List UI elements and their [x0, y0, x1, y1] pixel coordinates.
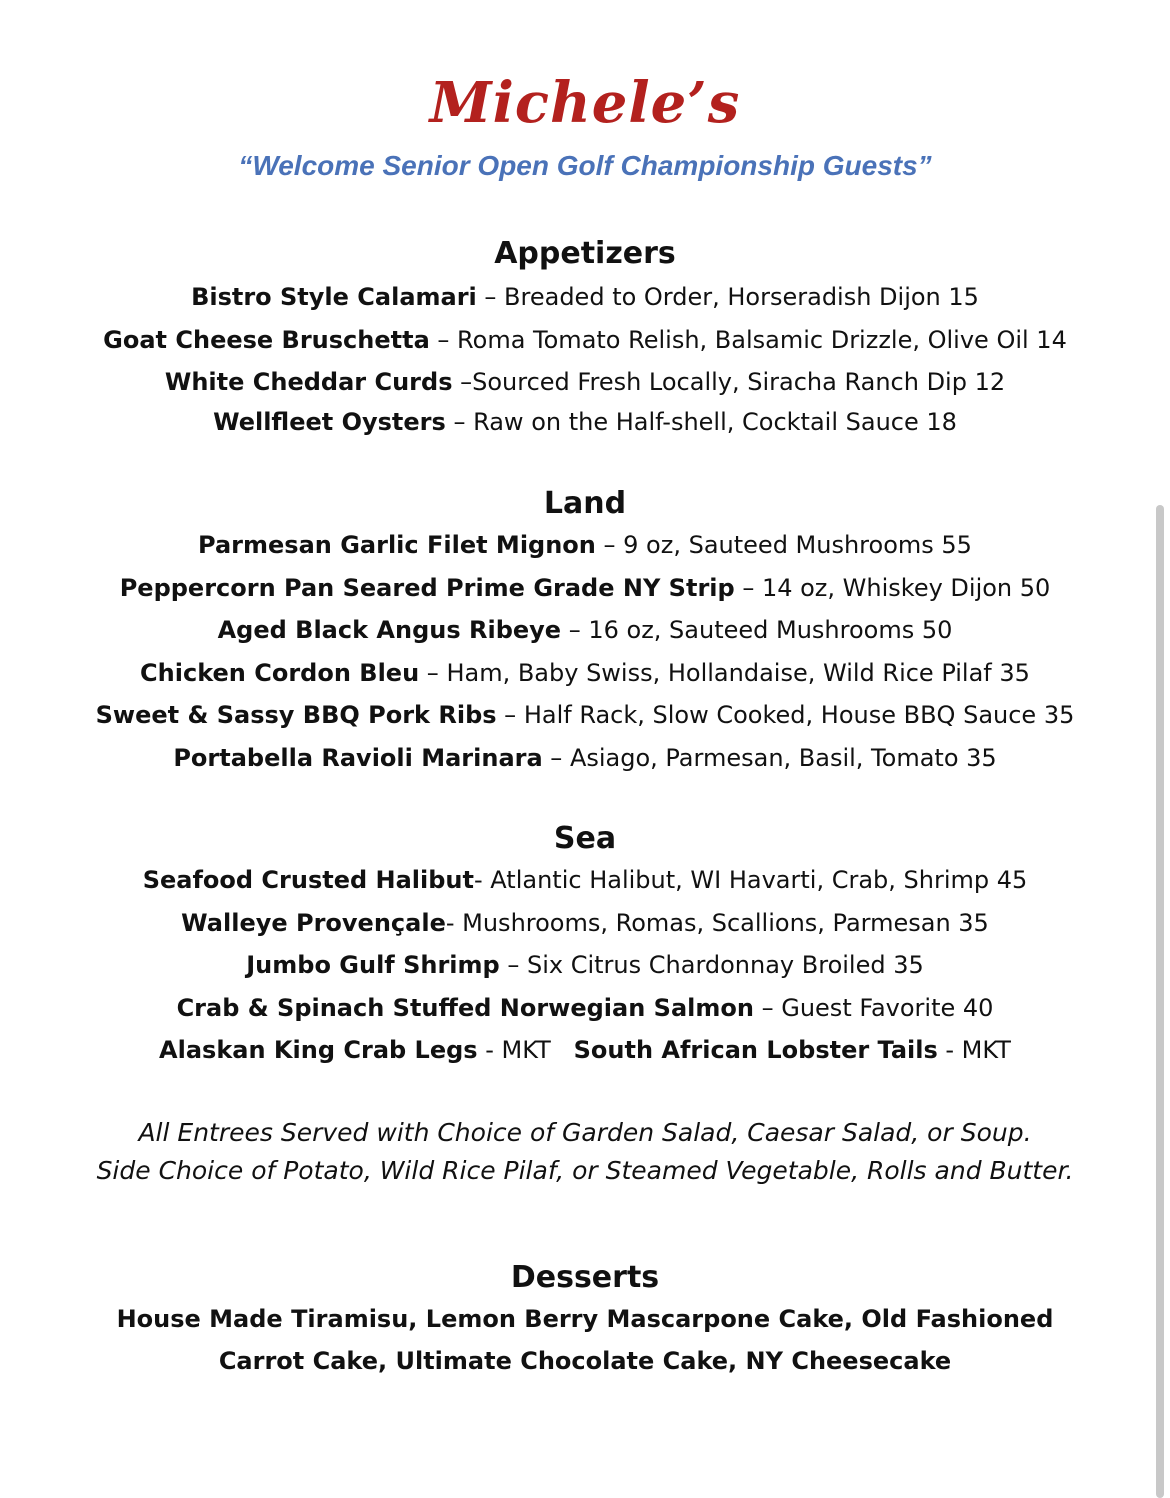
restaurant-name: Michele’s: [429, 70, 741, 136]
note-line: All Entrees Served with Choice of Garden Salad, Caesar Salad, or Soup.: [138, 1118, 1032, 1147]
item-description: 16 oz, Sauteed Mushrooms 50: [588, 616, 953, 644]
item-name: Peppercorn Pan Seared Prime Grade NY Strip: [119, 573, 735, 602]
menu-item: [0, 652, 1170, 695]
appetizers-heading: Appetizers: [494, 236, 676, 271]
item-separator: -: [445, 908, 463, 937]
menu-item: [0, 859, 1170, 902]
item-description: Roma Tomato Relish, Balsamic Drizzle, Olive Oil 14: [457, 325, 1067, 354]
item-separator: –: [419, 658, 447, 687]
menu-item: [0, 987, 1170, 1030]
item-name: Chicken Cordon Bleu: [140, 658, 420, 687]
item-separator: –: [499, 951, 527, 979]
menu-item: [0, 524, 1170, 567]
item-separator: –: [445, 407, 474, 436]
item-name: Portabella Ravioli Marinara: [173, 743, 543, 772]
item-separator: –: [476, 283, 505, 311]
item-description: Guest Favorite 40: [781, 993, 994, 1022]
item-name: Bistro Style Calamari: [191, 283, 477, 311]
entree-notes: [0, 1114, 1170, 1190]
menu-item: [0, 567, 1170, 610]
welcome-tagline: “Welcome Senior Open Golf Championship Guests”: [238, 150, 932, 181]
item-description: Mushrooms, Romas, Scallions, Parmesan 35: [462, 908, 989, 937]
desserts-list: House Made Tiramisu, Lemon Berry Mascarpone Cake, Old Fashioned Carrot Cake, Ultimate Chocolate Cake, NY Cheesecake: [116, 1305, 1054, 1375]
item-description: 9 oz, Sauteed Mushrooms 55: [623, 531, 972, 559]
item-description: Half Rack, Slow Cooked, House BBQ Sauce 35: [523, 701, 1075, 729]
item-separator: –: [429, 325, 458, 354]
item-name: South African Lobster Tails: [573, 1036, 938, 1064]
item-separator: –: [452, 368, 473, 396]
item-separator: –: [753, 993, 782, 1022]
menu-item: [0, 737, 1170, 780]
item-separator: –: [496, 701, 524, 729]
menu-item: [0, 944, 1170, 987]
desserts-heading: Desserts: [510, 1260, 660, 1295]
item-description: Six Citrus Chardonnay Broiled 35: [526, 951, 924, 979]
menu-item: [0, 404, 1170, 440]
item-name: Sweet & Sassy BBQ Pork Ribs: [95, 701, 497, 729]
appetizers-section: [0, 234, 1170, 440]
item-description: Ham, Baby Swiss, Hollandaise, Wild Rice Pilaf 35: [446, 658, 1030, 687]
sea-heading: Sea: [553, 821, 617, 856]
item-description: Sourced Fresh Locally, Siracha Ranch Dip 12: [472, 368, 1006, 396]
menu-item: [0, 694, 1170, 737]
menu-item: [0, 609, 1170, 652]
menu-item: [0, 902, 1170, 945]
item-name: White Cheddar Curds: [164, 368, 453, 396]
note-line: Side Choice of Potato, Wild Rice Pilaf, or Steamed Vegetable, Rolls and Butter.: [96, 1156, 1074, 1185]
item-separator: –: [734, 573, 762, 602]
market-price-row: [0, 1029, 1170, 1072]
item-description: 14 oz, Whiskey Dijon 50: [761, 573, 1051, 602]
item-separator: –: [542, 743, 570, 772]
item-description: Asiago, Parmesan, Basil, Tomato 35: [569, 743, 997, 772]
sea-section: [0, 819, 1170, 1072]
item-name: Seafood Crusted Halibut: [142, 866, 474, 894]
item-description: Raw on the Half-shell, Cocktail Sauce 18: [473, 407, 957, 436]
menu-item: [0, 319, 1170, 362]
item-name: Alaskan King Crab Legs: [159, 1036, 478, 1064]
scrollbar[interactable]: [1156, 505, 1164, 1498]
item-description: Atlantic Halibut, WI Havarti, Crab, Shrimp 45: [490, 866, 1028, 894]
menu-item: [0, 361, 1170, 404]
item-separator: –: [561, 616, 589, 644]
item-description: Breaded to Order, Horseradish Dijon 15: [504, 283, 979, 311]
item-price: - MKT: [937, 1036, 1011, 1064]
item-separator: –: [595, 531, 624, 559]
item-name: Crab & Spinach Stuffed Norwegian Salmon: [176, 993, 754, 1022]
item-name: Goat Cheese Bruschetta: [103, 325, 430, 354]
menu-item: [0, 276, 1170, 319]
desserts-section: [0, 1258, 1170, 1382]
land-section: [0, 484, 1170, 779]
item-name: Walleye Provençale: [181, 908, 446, 937]
item-name: Wellfleet Oysters: [213, 407, 446, 436]
item-separator: -: [474, 866, 491, 894]
item-name: Parmesan Garlic Filet Mignon: [198, 531, 596, 559]
item-name: Jumbo Gulf Shrimp: [246, 951, 500, 979]
item-price: - MKT: [477, 1036, 574, 1064]
land-heading: Land: [543, 486, 627, 521]
item-name: Aged Black Angus Ribeye: [217, 616, 562, 644]
